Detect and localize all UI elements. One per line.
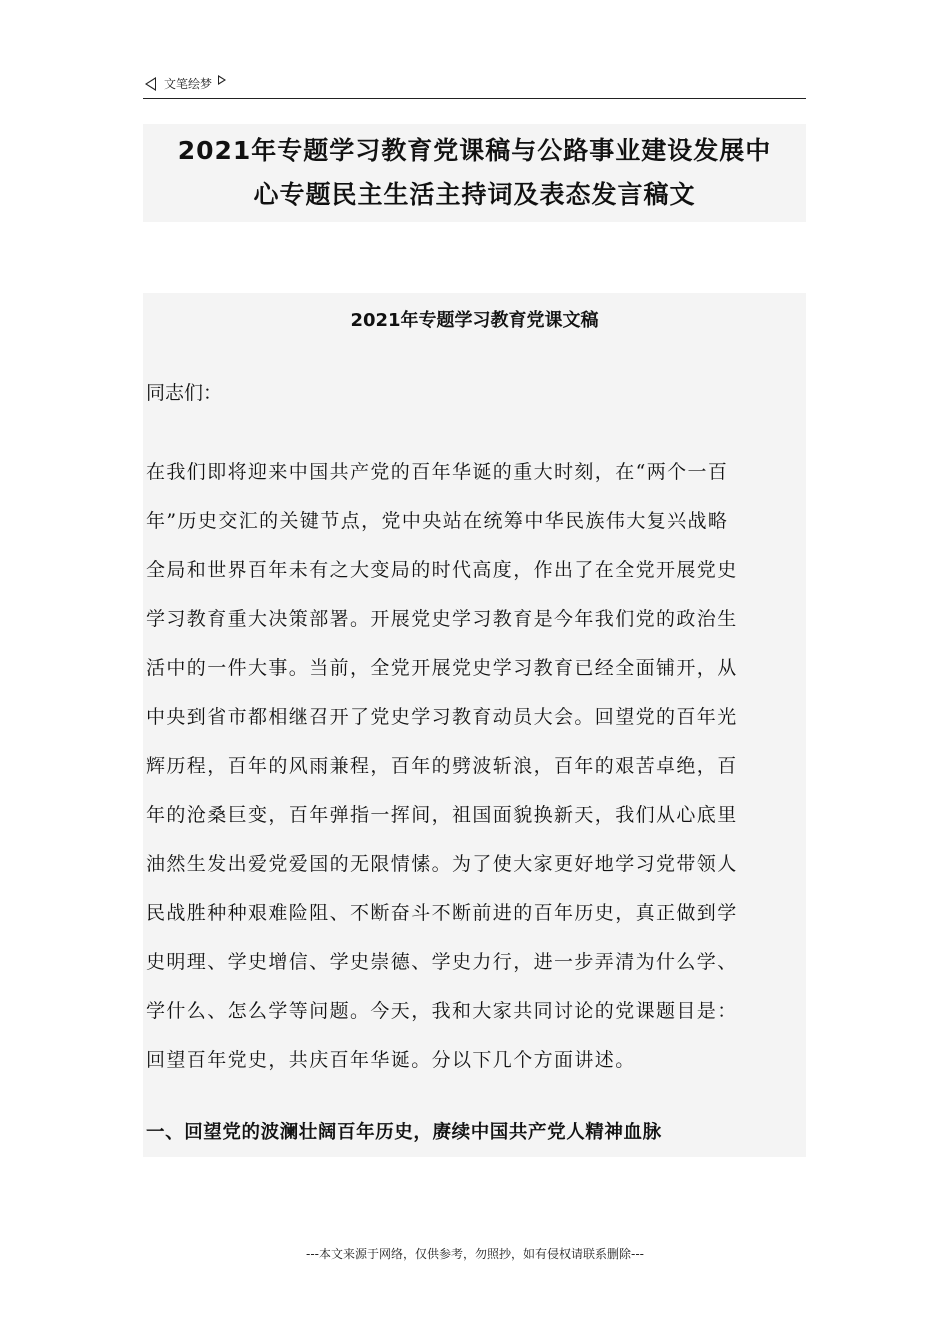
document-subtitle: 2021年专题学习教育党课文稿 (350, 310, 599, 331)
paragraph-line: 在我们即将迎来中国共产党的百年华诞的重大时刻，在“两个一百 (146, 461, 729, 483)
header-brand-group (145, 75, 226, 92)
body-paragraph (146, 448, 796, 1085)
document-title-line-2: 心专题民主生活主持词及表态发言稿文 (253, 180, 696, 209)
page-header (143, 72, 806, 99)
greeting: 同志们： (146, 382, 223, 404)
paragraph-line: 回望百年党史，共庆百年华诞。分以下几个方面讲述。 (146, 1049, 636, 1071)
triangle-left-icon (145, 77, 156, 91)
paragraph-line: 学习教育重大决策部署。开展党史学习教育是今年我们党的政治生 (146, 608, 738, 630)
page-footer: ---本文来源于网络，仅供参考，勿照抄，如有侵权请联系删除--- (306, 1247, 644, 1261)
paragraph-line: 活中的一件大事。当前，全党开展党史学习教育已经全面铺开，从 (146, 657, 738, 679)
paragraph-line: 年的沧桑巨变，百年弹指一挥间，祖国面貌换新天，我们从心底里 (146, 804, 738, 826)
document-title-block (143, 124, 806, 222)
triangle-right-icon (218, 75, 226, 85)
paragraph-line: 年”历史交汇的关键节点，党中央站在统筹中华民族伟大复兴战略 (146, 510, 729, 532)
section-heading: 一、回望党的波澜壮阔百年历史，赓续中国共产党人精神血脉 (146, 1122, 662, 1143)
document-title (143, 124, 806, 217)
header-brand: 文笔绘梦 (164, 77, 213, 91)
paragraph-line: 中央到省市都相继召开了党史学习教育动员大会。回望党的百年光 (146, 706, 738, 728)
document-title-line-1: 2021年专题学习教育党课稿与公路事业建设发展中 (177, 136, 772, 165)
document-body (143, 293, 806, 1157)
paragraph-line: 史明理、学史增信、学史崇德、学史力行，进一步弄清为什么学、 (146, 951, 738, 973)
paragraph-line: 学什么、怎么学等问题。今天，我和大家共同讨论的党课题目是： (146, 1000, 738, 1022)
paragraph-line: 油然生发出爱党爱国的无限情愫。为了使大家更好地学习党带领人 (146, 853, 738, 875)
paragraph-line: 辉历程，百年的风雨兼程，百年的劈波斩浪，百年的艰苦卓绝，百 (146, 755, 738, 777)
paragraph-line: 全局和世界百年未有之大变局的时代高度，作出了在全党开展党史 (146, 559, 738, 581)
paragraph-line: 民战胜种种艰难险阻、不断奋斗不断前进的百年历史，真正做到学 (146, 902, 738, 924)
